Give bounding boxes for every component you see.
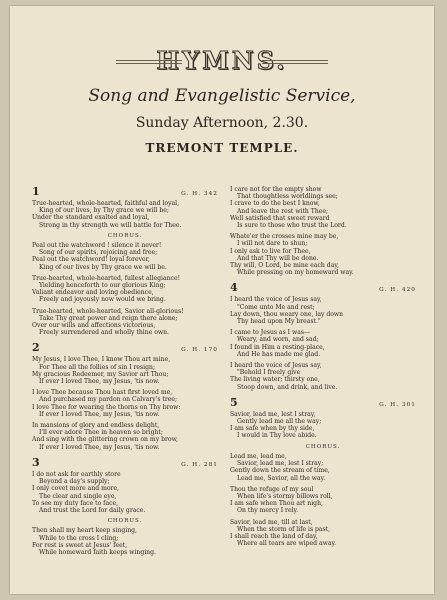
- verse-line: On thy mercy I rely.: [237, 507, 299, 515]
- hymn-number: 5: [230, 395, 238, 409]
- stanza: [32, 422, 218, 451]
- hymn-sheet: [10, 6, 434, 594]
- hymn-header: [32, 342, 218, 354]
- verse-line: I heard the voice of Jesus say,: [230, 362, 322, 370]
- verse-line: Well satisfied that sweet reward: [230, 214, 330, 222]
- stanza: [230, 411, 416, 440]
- verse-line: I only ask to live for Thee,: [230, 247, 311, 255]
- verse-line: My gracious Redeemer, my Savior art Thou;: [32, 370, 169, 378]
- verse-line: Then shall my heart keep singing,: [32, 527, 137, 535]
- verse-line: Yielding henceforth to our glorious King;: [39, 282, 166, 290]
- verse-line: I shall reach the land of day,: [230, 532, 318, 540]
- verse-line: Song of our spirits, rejoicing and free;: [39, 249, 158, 257]
- chorus-label: CHORUS.: [305, 443, 341, 450]
- hymn-reference: G. H. 342: [181, 190, 218, 197]
- verse-line: To see my duty face to face,: [32, 499, 119, 507]
- verse-line: The clear and single eye,: [39, 492, 117, 500]
- right-column: [230, 186, 416, 562]
- verse-line: Savior, lead me, till at last,: [230, 518, 313, 526]
- hymn-block: [230, 397, 416, 547]
- hymn-block: [32, 457, 218, 556]
- verse-line: While homeward faith keeps winging.: [39, 548, 156, 556]
- hymn-block: [32, 342, 218, 450]
- verse-line: Take Thy great power and reign there alone;: [39, 314, 178, 322]
- stanza: [230, 186, 416, 229]
- verse-line: Freely surrendered and wholly thine own.: [39, 329, 169, 337]
- verse-line: King of our lives by Thy grace we will be.: [39, 263, 167, 271]
- stanza: [32, 389, 218, 418]
- hymn-columns: [32, 186, 416, 562]
- stanza: [230, 329, 416, 358]
- verse-line: When life's stormy billows roll,: [237, 492, 333, 500]
- stanza: [32, 527, 218, 556]
- title-banner: [28, 46, 416, 76]
- verse-line: Savior, lead me, lest I stray,: [230, 410, 316, 418]
- verse-line: And sing with the glittering crown on my brow,: [32, 436, 178, 444]
- title-ornament-right: [262, 60, 328, 64]
- stanza: [230, 486, 416, 515]
- verse-line: In mansions of glory and endless delight,: [32, 422, 160, 430]
- verse-line: Savior, lead me, lest I stray;: [237, 460, 324, 468]
- verse-line: I will not dare to shun;: [237, 240, 308, 248]
- verse-line: Peal out the watchword ! silence it never!: [32, 242, 162, 250]
- verse-line: Thy will, O Lord, be mine each day,: [230, 262, 339, 270]
- verse-line: Under the standard exalted and loyal,: [32, 214, 150, 222]
- chorus-label: CHORUS.: [107, 518, 143, 525]
- verse-line: Gently down the stream of time,: [230, 467, 330, 475]
- service-datetime: Sunday Afternoon, 2.30.: [135, 115, 309, 131]
- verse-line: And leave the rest with Thee;: [237, 207, 329, 215]
- verse-line: Thou the refuge of my soul: [230, 485, 314, 493]
- hymn-header: [32, 457, 218, 469]
- stanza: [32, 471, 218, 514]
- stanza: [230, 453, 416, 482]
- verse-line: For Thee all the follies of sin I resign;: [39, 363, 155, 371]
- verse-line: I am safe when Thou art nigh,: [230, 500, 323, 508]
- verse-line: "Come unto Me and rest;: [237, 303, 315, 311]
- verse-line: "Behold I freely give: [237, 369, 301, 377]
- verse-line: And trust the Lord for daily grace.: [39, 506, 146, 514]
- verse-line: And purchased my pardon on Calvary's tree;: [39, 396, 178, 404]
- stanza: [230, 233, 416, 276]
- verse-line: The living water; thirsty one,: [230, 376, 320, 384]
- stanza: [32, 242, 218, 271]
- hymn-header: [230, 282, 416, 294]
- verse-line: King of our lives, by Thy grace we will be;: [39, 207, 169, 215]
- verse-line: Beyond a day's supply;: [39, 478, 110, 486]
- verse-line: When the storm of life is past,: [237, 525, 331, 533]
- stanza: [32, 308, 218, 337]
- title-ornament-left: [116, 60, 182, 64]
- verse-line: And He has made me glad.: [237, 350, 321, 358]
- stanza: [32, 275, 218, 304]
- hymn-reference: G. H. 281: [181, 461, 218, 468]
- hymn-header: [230, 397, 416, 409]
- verse-line: If ever I loved Thee, my Jesus, 'tis now.: [39, 378, 160, 386]
- hymn-number: 1: [32, 185, 40, 198]
- chorus-label: CHORUS.: [107, 232, 143, 239]
- verse-line: I would in Thy love abide.: [237, 432, 317, 440]
- verse-line: Over our wills and affections victorious,: [32, 322, 156, 330]
- verse-line: Lay down, thou weary one, lay down: [230, 310, 344, 318]
- verse-line: My Jesus, I love Thee, I know Thou art mine,: [32, 356, 171, 364]
- page-title: HYMNS.: [156, 46, 288, 75]
- hymn-reference: G. H. 301: [379, 401, 416, 408]
- verse-line: I found in Him a resting-place,: [230, 343, 325, 351]
- verse-line: Freely and joyously now would we bring.: [39, 296, 166, 304]
- stanza: [230, 296, 416, 325]
- verse-line: Valiant endeavor and loving obedience,: [32, 289, 154, 297]
- verse-line: I love Thee for wearing the thorns on Thy brow:: [32, 403, 181, 411]
- verse-line: That thoughtless worldlings see;: [237, 193, 338, 201]
- verse-line: I only covet more and more,: [32, 485, 119, 493]
- verse-line: Thy head upon My breast.": [237, 318, 321, 326]
- verse-line: Peal out the watchword! loyal forever,: [32, 256, 150, 264]
- verse-line: Lead me, lead me,: [230, 452, 287, 460]
- verse-line: I crave to do the best I know,: [230, 200, 320, 208]
- verse-line: I came to Jesus as I was—: [230, 329, 311, 337]
- verse-line: Lead me, Savior, all the way.: [237, 474, 326, 482]
- verse-line: If ever I loved Thee, my Jesus, 'tis now.: [39, 443, 160, 451]
- verse-line: I do not ask for earthly store: [32, 470, 121, 478]
- stanza: [230, 362, 416, 391]
- stanza: [230, 519, 416, 548]
- verse-line: Is sure to those who trust the Lord.: [237, 222, 347, 230]
- verse-line: Gently lead me all the way;: [237, 418, 322, 426]
- verse-line: True-hearted, whole-hearted, faithful and loyal,: [32, 200, 180, 207]
- verse-line: Stoop down, and drink, and live.: [237, 383, 338, 391]
- verse-line: And that Thy will be done.: [237, 254, 319, 262]
- verse-line: I care not for the empty show: [230, 186, 322, 193]
- hymn-reference: G. H. 170: [181, 347, 218, 354]
- hymn-block: [230, 282, 416, 390]
- verse-line: Whate'er the crosses mine may be,: [230, 233, 339, 241]
- verse-line: I heard the voice of Jesus say,: [230, 296, 322, 304]
- verse-line: I'll ever adore Thee in heaven so bright;: [39, 429, 163, 437]
- verse-line: Weary, and worn, and sad;: [237, 336, 319, 344]
- verse-line: Strong in thy strength we will battle for Thee.: [39, 221, 182, 229]
- service-subtitle: Song and Evangelistic Service,: [88, 86, 356, 106]
- hymn-header: [32, 186, 218, 198]
- hymn-block: [230, 186, 416, 276]
- stanza: [32, 356, 218, 385]
- verse-line: While to the cross I cling;: [39, 534, 119, 542]
- left-column: [32, 186, 218, 562]
- hymn-reference: G. H. 420: [379, 287, 416, 294]
- verse-line: I am safe when by thy side,: [230, 425, 315, 433]
- hymn-block: [32, 186, 218, 336]
- verse-line: True-hearted, whole-hearted, Savior all-glorious!: [32, 307, 184, 315]
- hymn-number: 3: [32, 455, 40, 469]
- verse-line: For rest is sweet at Jesus' feet,: [32, 541, 128, 549]
- verse-line: True-hearted, whole-hearted, fullest allegiance!: [32, 274, 181, 282]
- stanza: [32, 200, 218, 229]
- verse-line: Where all tears are wiped away.: [237, 540, 337, 548]
- service-venue: TREMONT TEMPLE.: [145, 141, 299, 155]
- hymn-number: 2: [32, 341, 40, 355]
- verse-line: While pressing on my homeward way.: [237, 269, 354, 277]
- verse-line: If ever I loved Thee, my Jesus, 'tis now.: [39, 410, 160, 418]
- verse-line: I love Thee because Thou hast first loved me,: [32, 389, 173, 397]
- hymn-number: 4: [230, 281, 238, 295]
